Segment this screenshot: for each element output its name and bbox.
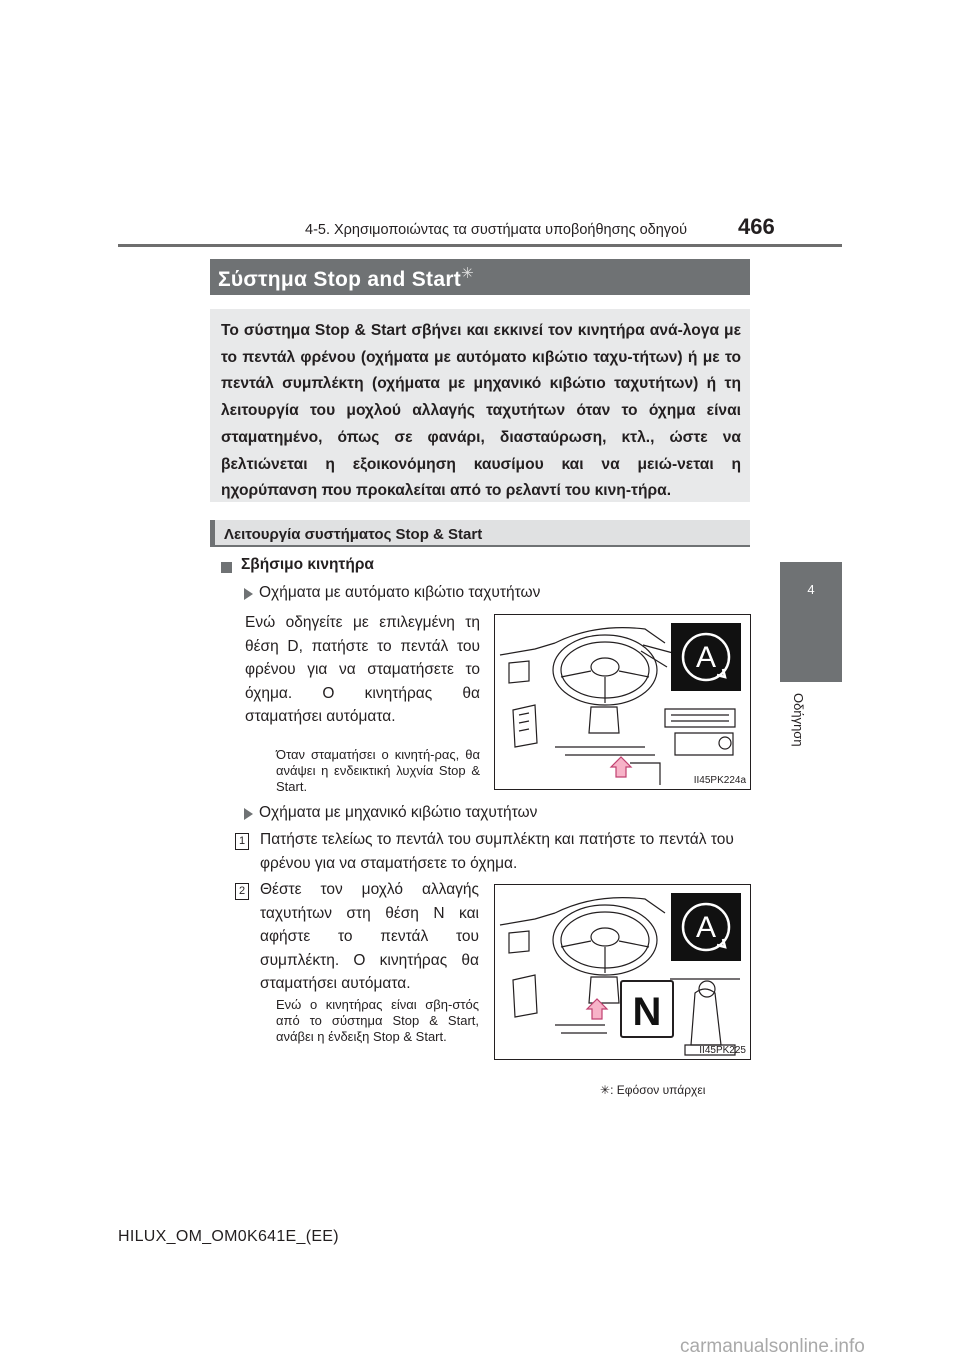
dashboard-manual-drawing (495, 885, 750, 1059)
illustration-code: II45PK224a (693, 775, 746, 786)
bullet-heading: Σβήσιμο κινητήρα (241, 556, 374, 573)
manual-heading: Οχήματα με μηχανικό κιβώτιο ταχυτήτων (259, 804, 538, 821)
automatic-note: Όταν σταματήσει ο κινητή-ρας, θα ανάψει η ενδεικτική λυχνία Stop & Start. (276, 747, 480, 794)
automatic-heading: Οχήματα με αυτόματο κιβώτιο ταχυτήτων (259, 584, 541, 601)
pedal-arrow-icon (611, 757, 631, 777)
availability-star-icon: ✳ (461, 265, 474, 282)
footnote-star-icon: ✳ (600, 1083, 611, 1097)
section-heading: Λειτουργία συστήματος Stop & Start (224, 526, 483, 543)
square-bullet-icon (221, 562, 232, 573)
page-title-text: Σύστημα Stop and Start (218, 268, 462, 291)
step-1-text: Πατήστε τελείως το πεντάλ του συμπλέκτη και πατήστε το πεντάλ του φρένου για να σταματήσετε το όχημα. (260, 831, 734, 872)
pedal-arrow-icon (587, 999, 607, 1019)
automatic-instructions: Ενώ οδηγείτε με επιλεγμένη τη θέση D, πατήστε το πεντάλ του φρένου για να σταματήσετε το όχημα. Ο κινητήρας θα σταματήσει αυτόματα. (245, 614, 480, 725)
auto-stop-indicator-icon: A (695, 641, 717, 674)
step-1-number: 1 (235, 833, 249, 850)
running-header: 4-5. Χρησιμοποιώντας τα συστήματα υποβοήθησης οδηγού (305, 222, 688, 238)
step-2-text: Θέστε τον μοχλό αλλαγής ταχυτήτων στη θέση N και αφήστε το πεντάλ του συμπλέκτη. Ο κινητήρας θα σταματήσει αυτόματα. (260, 881, 479, 992)
header-divider (118, 244, 842, 247)
page-title (218, 264, 474, 292)
footnote (600, 1083, 705, 1097)
intro-paragraph: Το σύστημα Stop & Start σβήνει και εκκινεί τον κινητήρα ανά-λογα με το πεντάλ φρένου (οχήματα με αυτόματο κιβώτιο ταχυ-τήτων) ή με το πεντάλ συμπλέκτη (οχήματα με μηχανικό κιβώτιο ταχυτήτων) ή τη λειτουργία του μοχλού αλλαγής ταχυτήτων όταν το όχημα είναι σταματημένο, όπως σε φανάρι, διασταύρωση, κτλ., ώστε να βελτιώνεται η εξοικονόμηση καυσίμου και να μειώ-νεται η ηχορύπανση που προκαλείται από το ρελαντί του κινη-τήρα. (221, 322, 741, 500)
illustration-code: II45PK225 (699, 1045, 746, 1056)
illustration-manual (494, 884, 751, 1060)
chapter-tab (780, 562, 842, 682)
manual-note: Ενώ ο κινητήρας είναι σβη-στός από το σύστημα Stop & Start, ανάβει η ένδειξη Stop & Start. (276, 997, 479, 1044)
triangle-bullet-icon (244, 808, 253, 820)
auto-stop-indicator-icon: A (695, 911, 717, 944)
dashboard-drawing (495, 615, 750, 789)
step-2-number: 2 (235, 883, 249, 900)
illustration-automatic (494, 614, 751, 790)
triangle-bullet-icon (244, 588, 253, 600)
watermark: carmanualsonline.info (680, 1336, 865, 1357)
page-number: 466 (738, 214, 775, 239)
chapter-label: Οδήγηση (791, 693, 806, 747)
document-code: HILUX_OM_OM0K641E_(EE) (118, 1228, 339, 1245)
chapter-number: 4 (807, 582, 815, 597)
neutral-gear-icon: N (632, 990, 662, 1034)
section-heading-marker (210, 520, 215, 547)
footnote-text: : Εφόσον υπάρχει (610, 1083, 706, 1097)
